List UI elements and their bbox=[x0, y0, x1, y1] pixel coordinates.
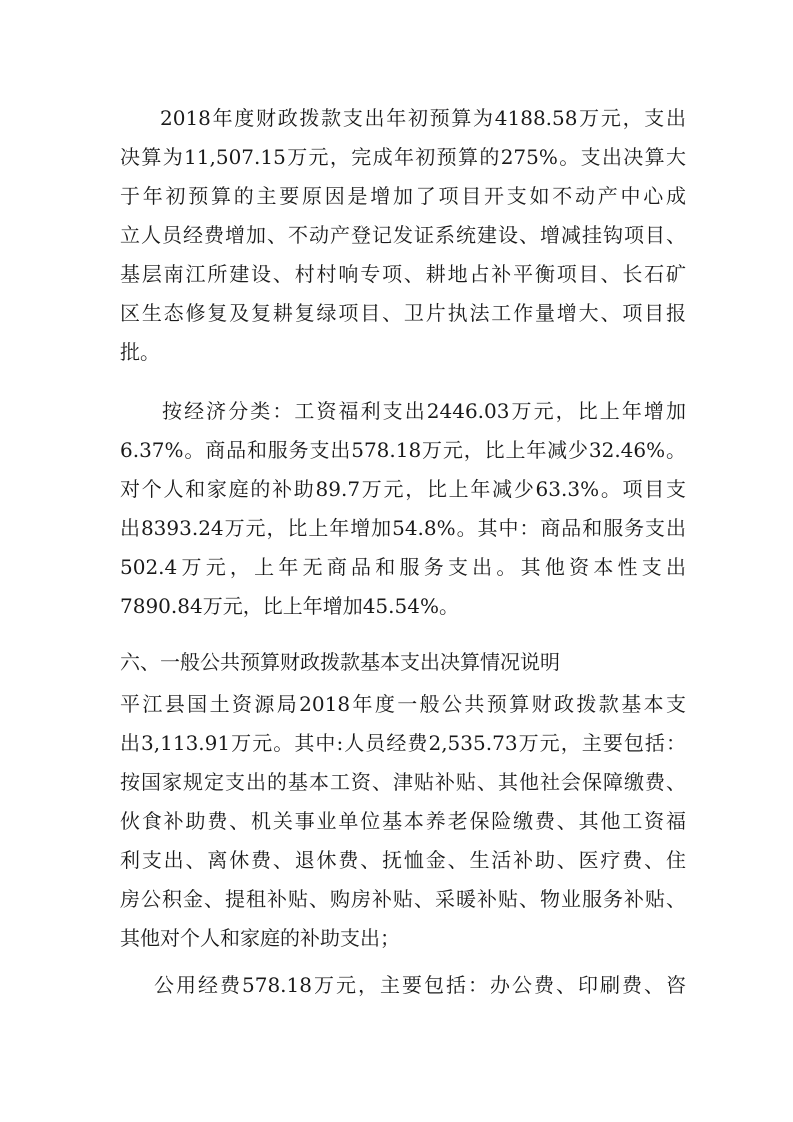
text-line: 于年初预算的主要原因是增加了项目开支如不动产中心成 bbox=[120, 184, 686, 208]
paragraph-basic-expenditure bbox=[120, 685, 686, 958]
text-line: 出8393.24万元，比上年增加54.8%。其中：商品和服务支出 bbox=[120, 516, 686, 540]
section-heading: 六、一般公共预算财政拨款基本支出决算情况说明 bbox=[120, 650, 560, 674]
text-line: 房公积金、提租补贴、购房补贴、采暖补贴、物业服务补贴、 bbox=[120, 887, 686, 911]
text-line: 公用经费578.18万元，主要包括：办公费、印刷费、咨 bbox=[154, 973, 686, 997]
text-line: 立人员经费增加、不动产登记发证系统建设、增减挂钩项目、 bbox=[120, 223, 686, 247]
text-line: 平江县国土资源局2018年度一般公共预算财政拨款基本支 bbox=[120, 692, 686, 716]
text-line: 2018年度财政拨款支出年初预算为4188.58万元，支出 bbox=[160, 106, 686, 130]
paragraph-economic-classification bbox=[120, 392, 686, 626]
text-line: 批。 bbox=[120, 340, 160, 364]
text-line: 按经济分类：工资福利支出2446.03万元，比上年增加 bbox=[162, 399, 686, 423]
paragraph-budget-summary bbox=[120, 99, 686, 372]
text-line: 伙食补助费、机关事业单位基本养老保险缴费、其他工资福 bbox=[120, 809, 686, 833]
text-line: 区生态修复及复耕复绿项目、卫片执法工作量增大、项目报 bbox=[120, 301, 686, 325]
text-line: 利支出、离休费、退休费、抚恤金、生活补助、医疗费、住 bbox=[120, 848, 686, 872]
text-line: 6.37%。商品和服务支出578.18万元，比上年减少32.46%。 bbox=[120, 438, 686, 462]
text-line: 其他对个人和家庭的补助支出； bbox=[120, 926, 400, 950]
text-line: 决算为11,507.15万元，完成年初预算的275%。支出决算大 bbox=[120, 145, 686, 169]
text-line: 按国家规定支出的基本工资、津贴补贴、其他社会保障缴费、 bbox=[120, 770, 686, 794]
text-line: 502.4万元，上年无商品和服务支出。其他资本性支出 bbox=[120, 555, 686, 579]
text-line: 基层南江所建设、村村响专项、耕地占补平衡项目、长石矿 bbox=[120, 262, 686, 286]
text-line: 对个人和家庭的补助89.7万元，比上年减少63.3%。项目支 bbox=[120, 477, 686, 501]
text-line: 7890.84万元，比上年增加45.54%。 bbox=[120, 594, 459, 618]
text-line: 出3,113.91万元。其中:人员经费2,535.73万元，主要包括： bbox=[120, 731, 686, 755]
paragraph-public-expenses bbox=[120, 966, 686, 1005]
section-heading-container bbox=[120, 644, 686, 680]
